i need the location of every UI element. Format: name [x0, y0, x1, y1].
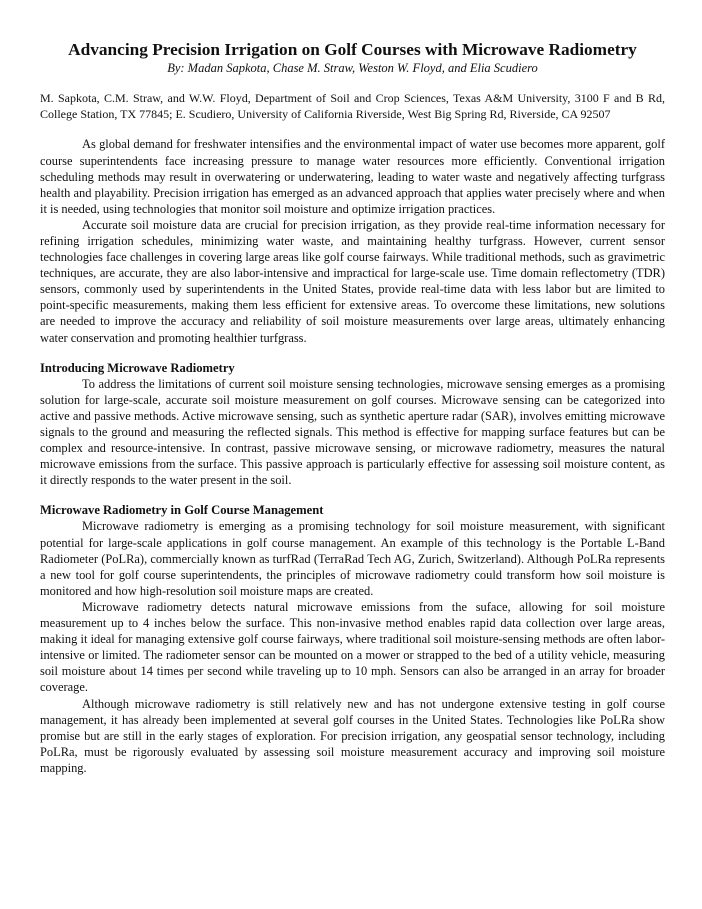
- body-paragraph: Accurate soil moisture data are crucial for precision irrigation, as they provide real-time information necessary for refining irrigation schedules, minimizing water waste, and maintaining healthy turfgrass. However, current sensor technologies face challenges in covering large areas like golf course fairways. While traditional methods, such as gravimetric techniques, are accurate, they are also labor-intensive and impractical for large-scale use. Time domain reflectometry (TDR) sensors, commonly used by superintendents in the United States, provide real-time data with less labor but are limited to point-specific measurements, making them less efficient for extensive areas. To overcome these limitations, new solutions are needed to improve the accuracy and reliability of soil moisture measurements over large areas, ultimately enhancing water conservation and promoting healthier turfgrass.: [40, 217, 665, 345]
- author-byline: By: Madan Sapkota, Chase M. Straw, Weston W. Floyd, and Elia Scudiero: [167, 61, 538, 75]
- body-paragraph: Microwave radiometry is emerging as a promising technology for soil moisture measurement, with significant potential for large-scale applications in golf course management. An example of this technology is the Portable L-Band Radiometer (PoLRa), commercially known as turfRad (TerraRad Tech AG, Zurich, Switzerland). Although PoLRa represents a new tool for golf course superintendents, the principles of microwave radiometry could transform how soil moisture is monitored and how high-resolution soil moisture maps are created.: [40, 519, 665, 598]
- body-paragraph: To address the limitations of current soil moisture sensing technologies, microwave sensing emerges as a promising solution for large-scale, accurate soil moisture measurement on golf courses. Microwave sensing can be categorized into active and passive methods. Active microwave sensing, such as synthetic aperture radar (SAR), involves emitting microwave signals to the ground and measuring the reflected signals. This method is effective for mapping surface features but can be complex and resource-intensive. In contrast, passive microwave sensing, or microwave radiometry, measures the natural microwave emissions from the surface. This passive approach is particularly effective for assessing soil moisture content, as it directly responds to the water present in the soil.: [40, 376, 665, 488]
- section-heading: Microwave Radiometry in Golf Course Management: [40, 503, 324, 518]
- section-heading: Introducing Microwave Radiometry: [40, 360, 235, 375]
- body-paragraph: As global demand for freshwater intensifies and the environmental impact of water use becomes more apparent, golf course superintendents face increasing pressure to manage water resources more efficiently. Conventional irrigation scheduling methods may result in overwatering or underwatering, leading to water waste and negatively affecting turfgrass health and playability. Precision irrigation has emerged as an advanced approach that applies water precisely where and when it is needed, using technologies that monitor soil moisture and optimize irrigation practices.: [40, 137, 665, 216]
- document-title: Advancing Precision Irrigation on Golf Courses with Microwave Radiometry: [68, 40, 637, 59]
- body-paragraph: Microwave radiometry detects natural microwave emissions from the suface, allowing for soil moisture measurement up to 4 inches below the surface. This non-invasive method enables rapid data collection over large areas, making it ideal for managing extensive golf course fairways, where traditional soil moisture-sensing methods are often labor-intensive or limited. The radiometer sensor can be mounted on a mower or strapped to the bed of a utility vehicle, measuring soil moisture about 14 times per second while traveling up to 10 mph. Sensors can also be arranged in an array for broader coverage.: [40, 599, 665, 695]
- author-affiliation: M. Sapkota, C.M. Straw, and W.W. Floyd, Department of Soil and Crop Sciences, Texas A&M University, 3100 F and B Rd, College Station, TX 77845; E. Scudiero, University of California Riverside, West Big Spring Rd, Riverside, CA 92507: [40, 91, 665, 122]
- body-paragraph: Although microwave radiometry is still relatively new and has not undergone extensive testing in golf course management, it has already been implemented at several golf courses in the United States. Technologies like PoLRa show promise but are still in the early stages of exploration. For precision irrigation, any geospatial sensor technology, including PoLRa, must be rigorously evaluated by assessing soil moisture measurement accuracy and improving soil moisture mapping.: [40, 696, 665, 775]
